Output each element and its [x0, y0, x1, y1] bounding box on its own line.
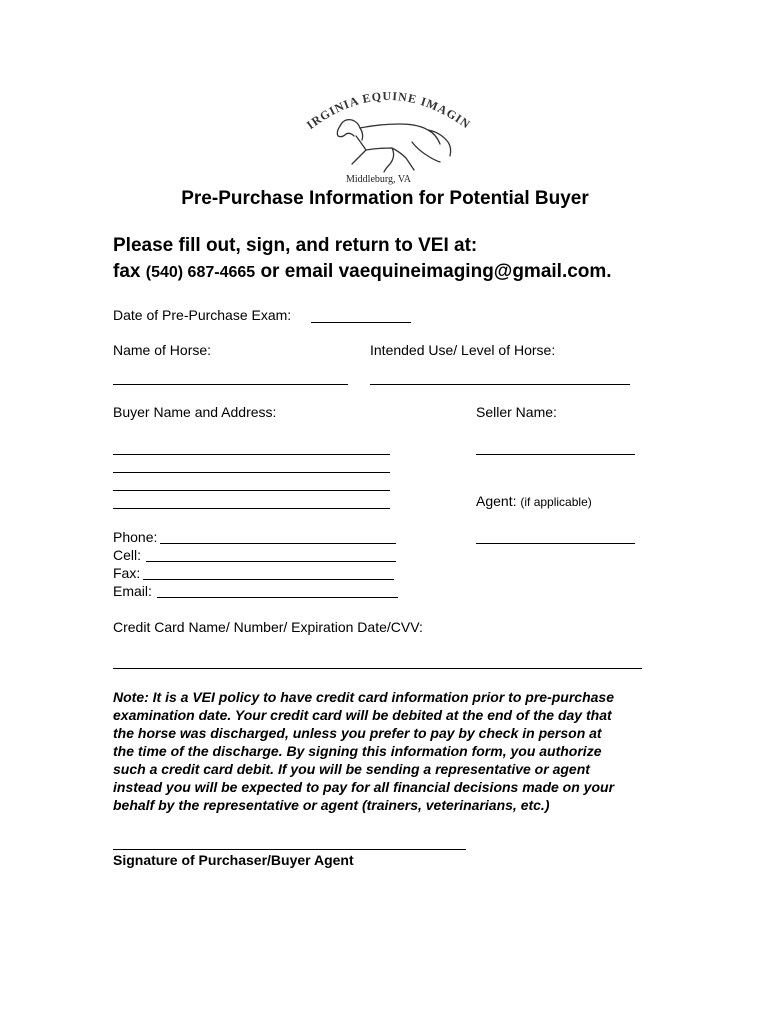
fax-field[interactable]	[143, 579, 394, 580]
horse-name-label: Name of Horse:	[113, 342, 212, 358]
note-line: the time of the discharge. By signing this information form, you authorize	[113, 743, 602, 759]
instructions-line2	[113, 261, 612, 283]
note-line: instead you will be expected to pay for all financial decisions made on your	[113, 779, 615, 795]
policy-note	[113, 688, 673, 814]
email-field[interactable]	[157, 597, 398, 598]
cell-field[interactable]	[146, 561, 396, 562]
signature-field[interactable]	[113, 849, 466, 850]
signature-label: Signature of Purchaser/Buyer Agent	[113, 852, 354, 868]
horse-name-field[interactable]	[113, 384, 348, 385]
agent-field[interactable]	[476, 543, 635, 544]
phone-field[interactable]	[160, 543, 396, 544]
note-line: Note: It is a VEI policy to have credit card information prior to pre-purchase	[113, 689, 614, 705]
intended-use-field[interactable]	[370, 384, 630, 385]
intended-use-label: Intended Use/ Level of Horse:	[370, 342, 556, 358]
credit-card-field[interactable]	[113, 668, 642, 669]
fax-label: Fax:	[113, 565, 141, 581]
note-line: such a credit card debit. If you will be sending a representative or agent	[113, 761, 590, 777]
instructions-line1: Please fill out, sign, and return to VEI at:	[113, 235, 478, 256]
note-line: the horse was discharged, unless you prefer to pay by check in person at	[113, 725, 602, 741]
seller-name-label: Seller Name:	[476, 404, 557, 420]
buyer-address-field-3[interactable]	[113, 490, 390, 491]
credit-card-label: Credit Card Name/ Number/ Expiration Date/CVV:	[113, 619, 423, 635]
agent-note: (if applicable)	[520, 495, 592, 509]
buyer-address-field-4[interactable]	[113, 508, 390, 509]
agent-label	[476, 493, 592, 509]
buyer-name-address-label: Buyer Name and Address:	[113, 404, 277, 420]
fax-number: (540) 687-4665	[145, 264, 256, 281]
page-title: Pre-Purchase Information for Potential Buyer	[181, 188, 589, 209]
note-line: behalf by the representative or agent (trainers, veterinarians, etc.)	[113, 797, 550, 813]
exam-date-label: Date of Pre-Purchase Exam:	[113, 307, 292, 323]
buyer-address-field-2[interactable]	[113, 472, 390, 473]
cell-label: Cell:	[113, 547, 142, 563]
seller-name-field[interactable]	[476, 454, 635, 455]
agent-label-text: Agent:	[476, 493, 517, 509]
email-label: Email:	[113, 583, 152, 599]
exam-date-field[interactable]	[311, 322, 411, 323]
note-line: examination date. Your credit card will be debited at the end of the day that	[113, 707, 612, 723]
logo-location: Middleburg, VA	[346, 174, 412, 185]
logo-arc-text: IRGINIA EQUINE IMAGIN	[303, 88, 474, 133]
fax-prefix: fax	[113, 261, 141, 282]
email-text[interactable]: or email vaequineimaging@gmail.com.	[260, 261, 612, 282]
buyer-address-field-1[interactable]	[113, 454, 390, 455]
phone-label: Phone:	[113, 529, 158, 545]
